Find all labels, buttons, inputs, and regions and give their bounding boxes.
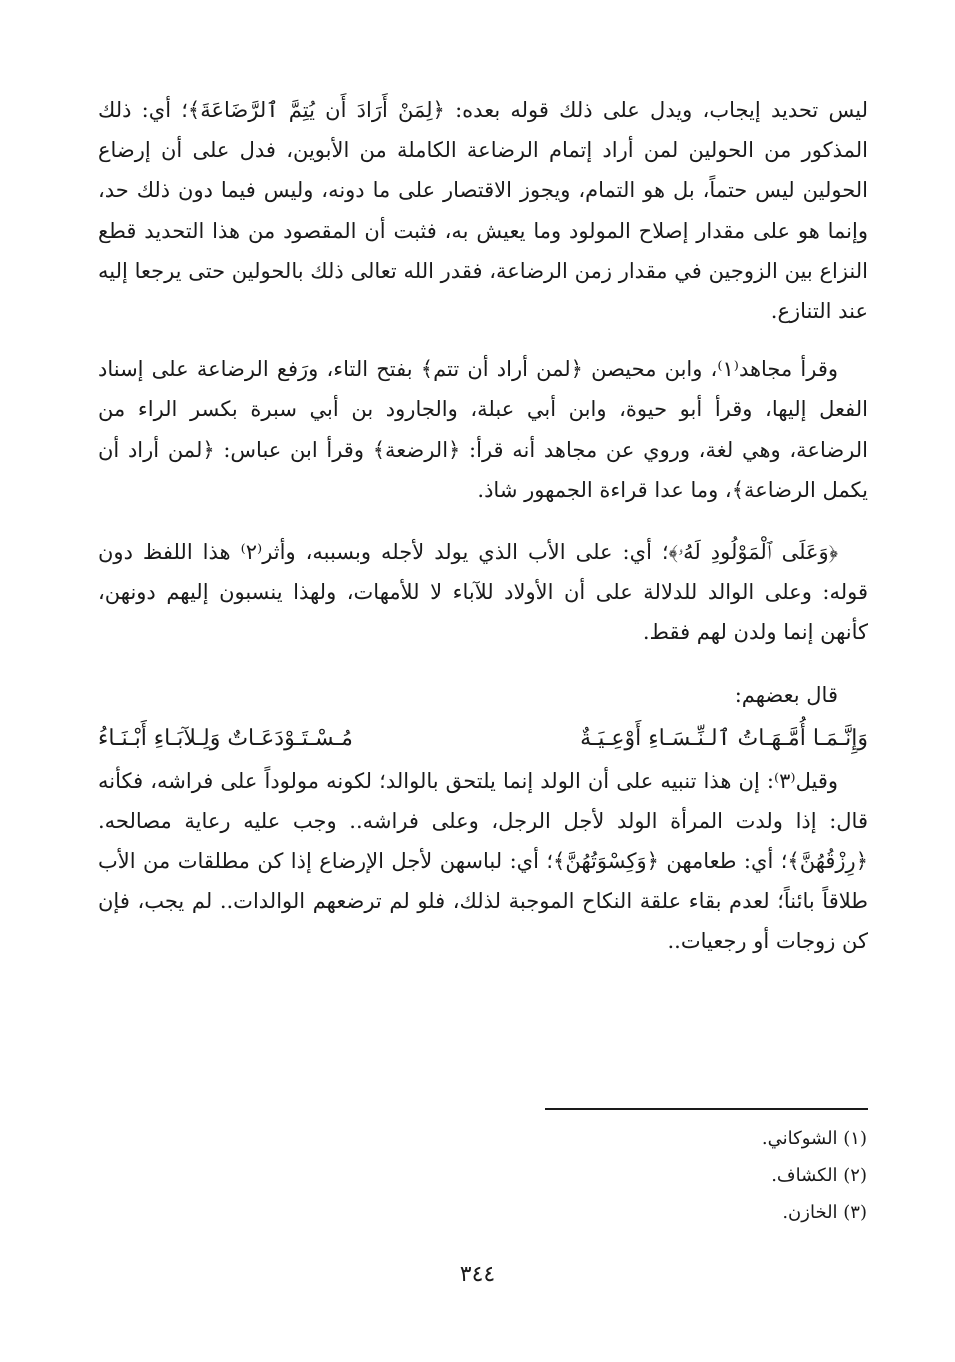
footnotes [762,1120,867,1231]
footnote-1: (١) الشوكاني. [761,1128,867,1149]
footnote-3: (٣) الخازن. [782,1202,867,1223]
poem-hemistich-1: وَإِنَّـمَـا أُمَّـهَـاتُ ٱلـنِّـسَـاءِ أَوْعِـيَـةٌ [580,725,868,751]
main-text-block [98,90,868,962]
footnote-divider [545,1108,868,1110]
poem-hemistich-2: مُـسْـتَـوْدَعَـاتٌ وَلِـلآبَـاءِ أَبْـنَـاءُ [98,725,353,751]
paragraph-2: وقرأ مجاهد⁽١⁾، وابن محيصن ﴿لمن أراد أن تتم﴾ بفتح التاء، ورَفع الرضاعة على إسناد الفعل إليها، وقرأ أبو حيوة، وابن أبي عبلة، والجارود بن أبي سبرة بكسر الراء من الرضاعة، وهي لغة، وروي عن مجاهد أنه قرأ: ﴿الرضعة﴾ وقرأ ابن عباس: ﴿لمن أراد أن يكمل الرضاعة﴾، وما عدا قراءة الجمهور شاذ. [98,357,868,502]
page-number: ٣٤٤ [459,1262,496,1287]
poem-verse [98,717,868,761]
quote-intro: قال بعضهم: [734,682,838,707]
paragraph-4: وقيل⁽٣⁾: إن هذا تنبيه على أن الولد إنما يلتحق بالوالد؛ لكونه مولوداً على فراشه، فكأنه قال: إذا ولدت المرأة الولد لأجل الرجل، وعلى فراشه.. وجب عليه رعاية مصالحه. ﴿رِزْقُهُنَّ﴾؛ أي: طعامهن ﴿وَكِسْوَتُهُنَّ﴾؛ أي: لباسهن لأجل الإرضاع إذا كن مطلقات من الأب طلاقاً بائناً؛ لعدم بقاء علقة النكاح الموجبة لذلك، فلو لم ترضعهم الوالدات.. لم يجب، فإن كن زوجات أو رجعيات.. [98,768,868,954]
footnote-2: (٢) الكشاف. [771,1165,867,1186]
paragraph-1: ليس تحديد إيجاب، ويدل على ذلك قوله بعده: ﴿لِمَنْ أَرَادَ أَن يُتِمَّ ٱلرَّضَاعَةَ﴾؛ أي: ذلك المذكور من الحولين لمن أراد إتمام الرضاعة الكاملة من الأبوين، فدل على أن إرضاع الحولين ليس حتماً، بل هو التمام، ويجوز الاقتصار على ما دونه، وليس فيما دون ذلك حد، وإنما هو على مقدار إصلاح المولود وما يعيش به، فثبت أن المقصود من هذا التحديد قطع النزاع بين الزوجين في مقدار زمن الرضاعة، فقدر الله تعالى ذلك بالحولين حتى يرجعا إليه عند التنازع. [98,98,868,324]
paragraph-3: ﴿وَعَلَى ٱلْمَوْلُودِ لَهُۥ﴾؛ أي: على الأب الذي يولد لأجله وبسببه، وأثر⁽٢⁾ هذا اللفظ دون قوله: وعلى الوالد للدلالة على أن الأولاد للآباء لا للأمهات، ولهذا ينسبون إليهم دونهن، كأنهن إنما ولدن لهم فقط. [98,540,868,645]
